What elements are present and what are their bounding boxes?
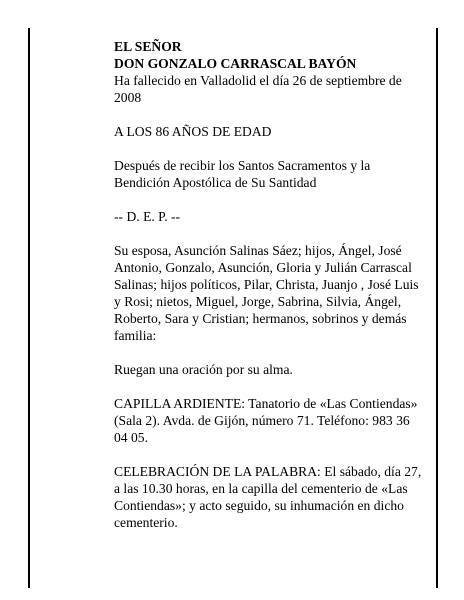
ceremony-info: CELEBRACIÓN DE LA PALABRA: El sábado, día 27, a las 10.30 horas, en la capilla del cementerio de «Las Contiendas»; y acto seguido, su inhumación en dicho cementerio. bbox=[114, 464, 422, 530]
family-paragraph: Su esposa, Asunción Salinas Sáez; hijos, Ángel, José Antonio, Gonzalo, Asunción, Gloria y Julián Carrascal Salinas; hijos políticos, Pilar, Christa, Juanjo , José Luis y Rosi; nietos, Miguel, Jorge, Sabrina, Silvia, Ángel, Roberto, Sara y Cristian; hermanos, sobrinos y demás familia: bbox=[114, 243, 419, 343]
rip-line: -- D. E. P. -- bbox=[114, 209, 181, 224]
deceased-name: DON GONZALO CARRASCAL BAYÓN bbox=[114, 56, 357, 71]
left-border-line bbox=[28, 28, 30, 588]
chapel-info: CAPILLA ARDIENTE: Tanatorio de «Las Contiendas» (Sala 2). Avda. de Gijón, número 71. Teléfono: 983 36 04 05. bbox=[114, 396, 418, 445]
prayer-request: Ruegan una oración por su alma. bbox=[114, 362, 293, 377]
age-line: A LOS 86 AÑOS DE EDAD bbox=[114, 124, 272, 139]
notice-header bbox=[114, 38, 424, 106]
right-border-line bbox=[436, 28, 438, 588]
death-announcement: Ha fallecido en Valladolid el día 26 de septiembre de 2008 bbox=[114, 73, 402, 105]
obituary-notice bbox=[114, 38, 424, 548]
sacraments-line: Después de recibir los Santos Sacramentos y la Bendición Apostólica de Su Santidad bbox=[114, 158, 371, 190]
title-line-1: EL SEÑOR bbox=[114, 39, 182, 54]
